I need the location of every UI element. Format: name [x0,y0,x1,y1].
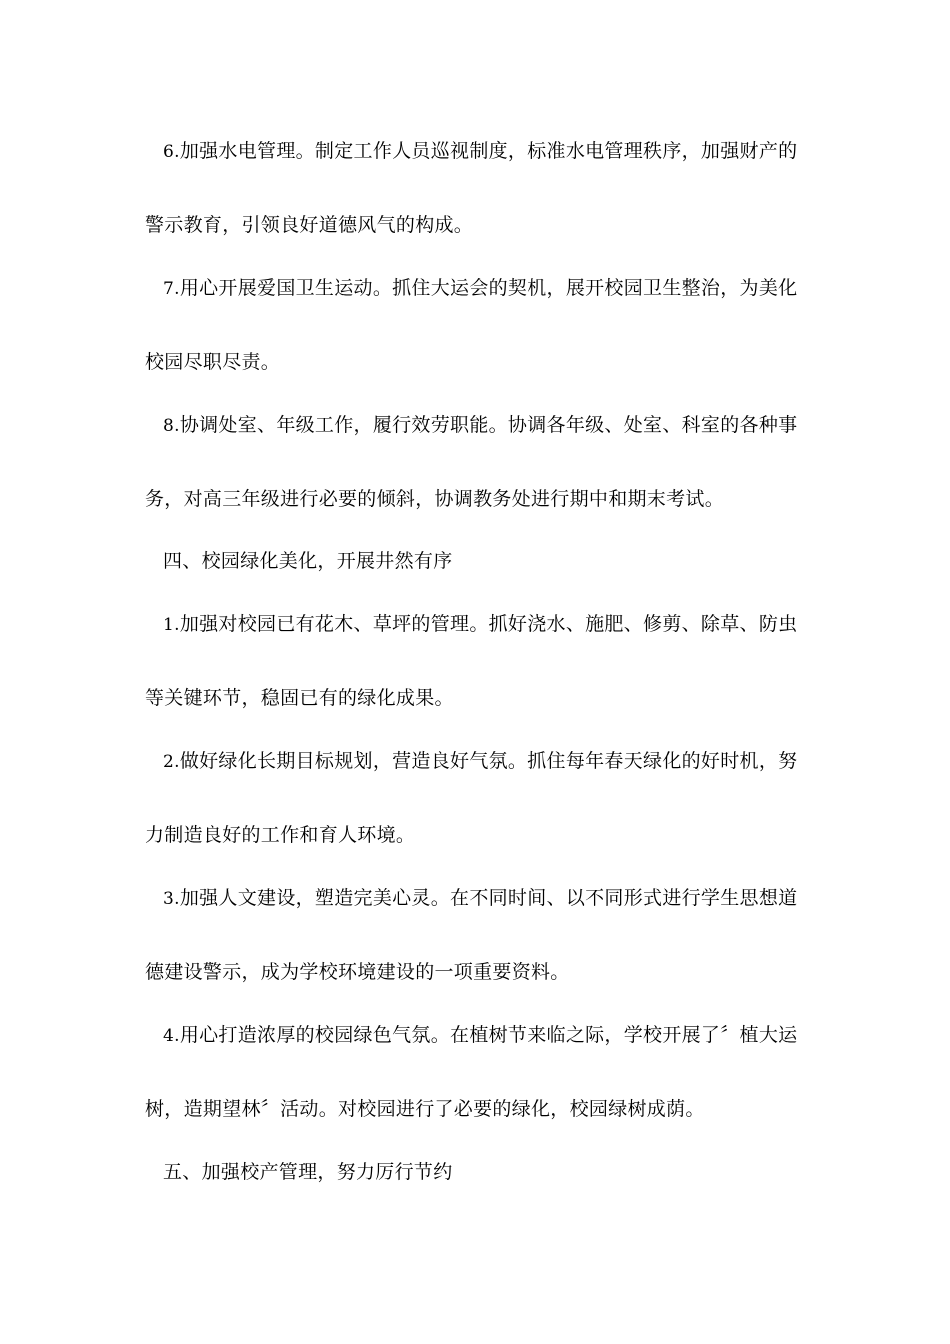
paragraph-4-line-1 [163,1024,823,1046]
paragraph-3-line-2 [145,961,805,983]
paragraph-6-line-1 [163,140,823,162]
section-heading-4 [163,550,823,572]
section-heading-text: 五、加强校产管理，努力厉行节约 [163,1161,453,1183]
item-number: 7. [163,279,180,299]
paragraph-3-line-1 [163,887,823,909]
paragraph-text: 务，对高三年级进行必要的倾斜，协调教务处进行期中和期末考试。 [145,488,725,510]
paragraph-4-line-2 [145,1098,805,1120]
paragraph-text: 等关键环节，稳固已有的绿化成果。 [145,687,454,709]
paragraph-2-line-2 [145,824,805,846]
item-number: 1. [163,615,180,635]
paragraph-8-line-2 [145,488,805,510]
item-number: 4. [163,1026,180,1046]
paragraph-2-line-1 [163,750,823,772]
paragraph-text: 用心打造浓厚的校园绿色气氛。在植树节来临之际，学校开展了〞植大运 [179,1024,798,1046]
item-number: 6. [163,142,180,162]
item-number: 3. [163,889,180,909]
paragraph-text: 德建设警示，成为学校环境建设的一项重要资料。 [145,961,570,983]
paragraph-text: 协调处室、年级工作，履行效劳职能。协调各年级、处室、科室的各种事 [179,414,798,436]
paragraph-6-line-2 [145,214,805,236]
paragraph-text: 警示教育，引领良好道德风气的构成。 [145,214,474,236]
paragraph-7-line-1 [163,277,823,299]
paragraph-text: 用心开展爱国卫生运动。抓住大运会的契机，展开校园卫生整治，为美化 [179,277,798,299]
paragraph-1-line-1 [163,613,823,635]
paragraph-text: 校园尽职尽责。 [145,351,281,373]
paragraph-text: 加强对校园已有花木、草坪的管理。抓好浇水、施肥、修剪、除草、防虫 [179,613,798,635]
section-heading-5 [163,1161,823,1183]
paragraph-7-line-2 [145,351,805,373]
paragraph-8-line-1 [163,414,823,436]
paragraph-text: 加强水电管理。制定工作人员巡视制度，标准水电管理秩序，加强财产的 [179,140,798,162]
item-number: 8. [163,416,180,436]
item-number: 2. [163,752,180,772]
paragraph-text: 做好绿化长期目标规划，营造良好气氛。抓住每年春天绿化的好时机，努 [179,750,798,772]
paragraph-text: 树，造期望林〞活动。对校园进行了必要的绿化，校园绿树成荫。 [145,1098,705,1120]
paragraph-1-line-2 [145,687,805,709]
paragraph-text: 力制造良好的工作和育人环境。 [145,824,416,846]
paragraph-text: 加强人文建设，塑造完美心灵。在不同时间、以不同形式进行学生思想道 [179,887,798,909]
section-heading-text: 四、校园绿化美化，开展井然有序 [163,550,453,572]
